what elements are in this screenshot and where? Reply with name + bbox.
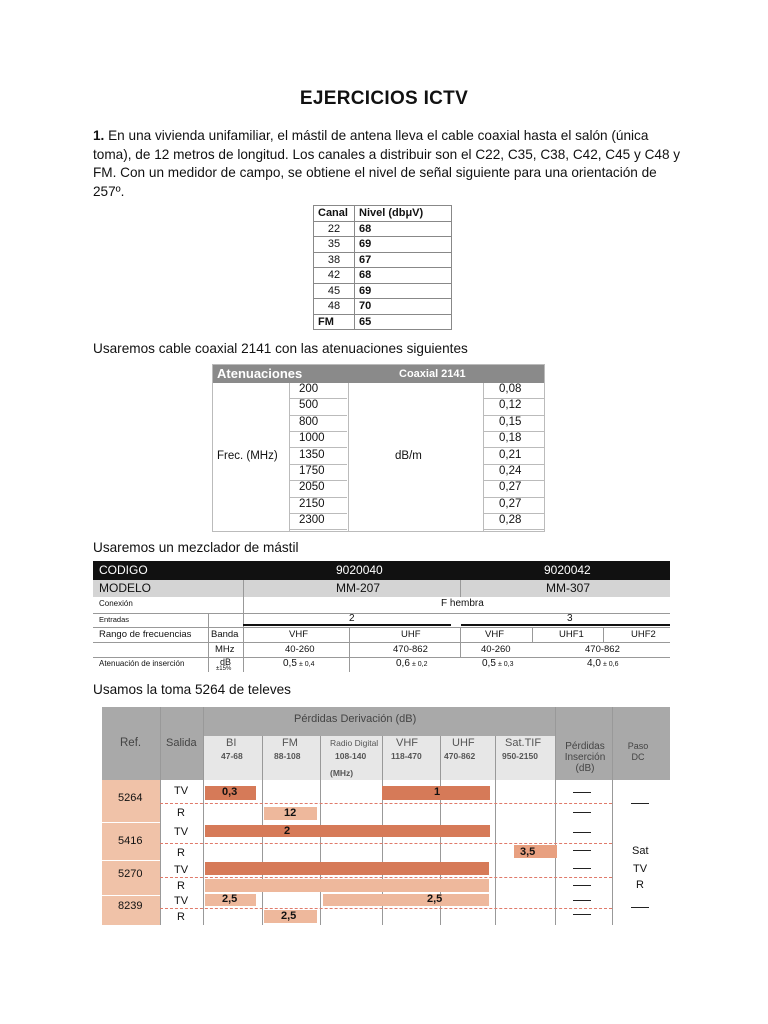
- exercise-number: 1.: [93, 128, 105, 143]
- canal-cell: 35: [314, 237, 355, 253]
- banda-label: Banda: [211, 629, 239, 640]
- divider: [203, 707, 204, 925]
- band-radio-range: 108-140: [335, 751, 367, 761]
- value-cell: 0,15: [483, 416, 545, 432]
- freq-cell: 2050: [289, 481, 347, 497]
- band-fm: FM: [282, 737, 298, 749]
- salida-r: R: [177, 880, 185, 892]
- salida-r: R: [177, 911, 185, 923]
- freq-cell: 2150: [289, 498, 347, 514]
- freq-cell: 1000: [289, 432, 347, 448]
- divider: [349, 627, 350, 672]
- ref-5264: 5264: [118, 792, 143, 804]
- loss-value: 2,5: [427, 893, 443, 905]
- table-row: [314, 221, 452, 237]
- freq-cell: 1350: [289, 449, 347, 465]
- mhz-unit: (MHz): [330, 768, 354, 778]
- band-bi: BI: [226, 737, 237, 749]
- band-bi-range: 47-68: [221, 751, 243, 761]
- modelo-row: [93, 580, 670, 597]
- mhz-3: 40-260: [481, 644, 511, 655]
- divider: [460, 627, 461, 657]
- freq-cell: 1750: [289, 465, 347, 481]
- band-sat-range: 950-2150: [502, 751, 538, 761]
- codigo-1: 9020040: [336, 563, 383, 577]
- conexion-value: F hembra: [441, 598, 484, 609]
- entradas-1: 2: [349, 613, 355, 624]
- ref-8239: 8239: [118, 900, 143, 912]
- nivel-cell: 67: [355, 252, 452, 268]
- codigo-label: CODIGO: [99, 563, 148, 577]
- salida-header: Salida: [166, 737, 197, 749]
- canal-table: [313, 205, 452, 330]
- paso-header: Paso DC: [627, 741, 649, 762]
- dash-mark: [573, 850, 591, 851]
- dash-mark: [573, 868, 591, 869]
- dash-mark: [573, 885, 591, 886]
- dash-mark: [631, 803, 649, 804]
- row-separator: [160, 803, 612, 804]
- db-sub: ±15%: [216, 666, 232, 672]
- canal-cell: 38: [314, 252, 355, 268]
- table-row: [314, 299, 452, 315]
- band-vhf: VHF: [396, 737, 418, 749]
- canal-cell: 48: [314, 299, 355, 315]
- paso-r: R: [636, 879, 644, 891]
- freq-cell: 200: [289, 383, 347, 399]
- paso-tv: TV: [633, 863, 648, 875]
- divider: [495, 736, 496, 925]
- divider: [93, 613, 670, 614]
- value-cell: 0,24: [483, 465, 545, 481]
- label-coaxial: Usaremos cable coaxial 2141 con las atenuaciones siguientes: [93, 341, 468, 356]
- freq-cell: 800: [289, 416, 347, 432]
- salida-r: R: [177, 847, 185, 859]
- salida-r: R: [177, 807, 185, 819]
- divider: [532, 627, 533, 642]
- mhz-2: 470-862: [393, 644, 428, 655]
- nivel-header: Nivel (dbμV): [355, 206, 452, 222]
- table-row: [314, 314, 452, 330]
- divider: [555, 707, 556, 925]
- divider: [93, 657, 670, 658]
- salida-tv: TV: [174, 826, 189, 838]
- atenuaciones-header: [213, 365, 544, 383]
- divider: [460, 580, 461, 597]
- canal-cell: FM: [314, 314, 355, 330]
- toma-table: [102, 707, 670, 925]
- nivel-cell: 69: [355, 283, 452, 299]
- row-separator: [160, 843, 612, 844]
- frec-label: Frec. (MHz): [217, 450, 278, 462]
- band-radio: Radio Digital: [330, 738, 379, 748]
- band-sat: Sat.TIF: [505, 737, 542, 749]
- divider: [93, 627, 670, 628]
- value-cell: 0,12: [483, 399, 545, 415]
- salida-tv: TV: [174, 785, 189, 797]
- value-cell: 0,27: [483, 481, 545, 497]
- dash-mark: [573, 900, 591, 901]
- band-uhf: UHF: [452, 737, 475, 749]
- rango-label: Rango de frecuencias: [99, 629, 192, 640]
- aten-2: 0,6: [396, 658, 410, 669]
- aten-4-tol: ± 0,6: [603, 661, 619, 668]
- aten-label: Atenuación de inserción: [99, 659, 185, 668]
- loss-bar: [323, 894, 489, 906]
- nivel-cell: 65: [355, 314, 452, 330]
- aten-3: 0,5: [482, 658, 496, 669]
- band-fm-range: 88-108: [274, 751, 301, 761]
- ref-header: Ref.: [120, 737, 142, 749]
- nivel-cell: 70: [355, 299, 452, 315]
- salida-tv: TV: [174, 895, 189, 907]
- db-label: dB: [220, 657, 232, 667]
- table-row: [314, 283, 452, 299]
- loss-bar: [205, 862, 489, 875]
- divider: [603, 627, 604, 642]
- banda-3: VHF: [485, 629, 504, 640]
- dash-mark: [631, 907, 649, 908]
- entradas-bar: [243, 624, 451, 626]
- aten-1: 0,5: [283, 658, 297, 669]
- dash-mark: [573, 914, 591, 915]
- mhz-1: 40-260: [285, 644, 315, 655]
- dash-mark: [573, 812, 591, 813]
- value-cell: 0,18: [483, 432, 545, 448]
- banda-2: UHF: [401, 629, 421, 640]
- mhz-4: 470-862: [585, 644, 620, 655]
- band-vhf-range: 118-470: [391, 751, 422, 761]
- aten-4: 4,0: [587, 658, 601, 669]
- banda-4: UHF1: [559, 629, 584, 640]
- exercise-text: En una vivienda unifamiliar, el mástil de antena lleva el cable coaxial hasta el salón (única toma), de 12 metros de longitud. Los canales a distribuir son el C22, C35, C38, C42, C45 y C48 y FM. Con un medidor de campo, se obtiene el nivel de señal siguiente para una orientación de 257º.: [93, 128, 681, 199]
- loss-bar: [205, 879, 489, 892]
- paso-sat: Sat: [632, 845, 649, 857]
- divider: [93, 642, 670, 643]
- table-row: [314, 252, 452, 268]
- loss-value: 2,5: [281, 910, 297, 922]
- table-row: [314, 268, 452, 284]
- nivel-cell: 68: [355, 221, 452, 237]
- mhz-label: MHz: [215, 644, 235, 655]
- divider: [208, 613, 209, 672]
- canal-header: Canal: [314, 206, 355, 222]
- ref-5270: 5270: [118, 868, 143, 880]
- dash-mark: [573, 832, 591, 833]
- label-mezclador: Usaremos un mezclador de mástil: [93, 540, 299, 555]
- aten-3-tol: ± 0,3: [498, 661, 514, 668]
- freq-cell: 2300: [289, 514, 347, 530]
- insercion-header: Pérdidas Inserción (dB): [564, 741, 606, 774]
- value-cell: 0,28: [483, 514, 545, 530]
- atenuaciones-title: Atenuaciones: [217, 366, 303, 381]
- exercise-paragraph: [93, 127, 683, 201]
- ref-5416: 5416: [118, 835, 143, 847]
- loss-value: 0,3: [222, 786, 238, 798]
- atenuaciones-table: [212, 364, 545, 532]
- banda-5: UHF2: [631, 629, 656, 640]
- value-cell: 0,27: [483, 498, 545, 514]
- aten-2-tol: ± 0,2: [412, 661, 428, 668]
- codigo-row: [93, 561, 670, 580]
- value-cell: 0,21: [483, 449, 545, 465]
- canal-cell: 22: [314, 221, 355, 237]
- perdidas-header: Pérdidas Derivación (dB): [294, 713, 417, 725]
- freq-cell: 500: [289, 399, 347, 415]
- divider: [243, 580, 244, 672]
- loss-value: 2,5: [222, 893, 238, 905]
- divider: [612, 707, 613, 925]
- document-title: EJERCICIOS ICTV: [299, 88, 469, 109]
- modelo-1: MM-207: [336, 581, 381, 595]
- entradas-2: 3: [567, 613, 573, 624]
- nivel-cell: 68: [355, 268, 452, 284]
- nivel-cell: 69: [355, 237, 452, 253]
- banda-1: VHF: [289, 629, 308, 640]
- label-toma: Usamos la toma 5264 de televes: [93, 682, 291, 697]
- coaxial-title: Coaxial 2141: [399, 368, 466, 380]
- row-separator: [160, 877, 612, 878]
- divider: [160, 707, 161, 925]
- canal-cell: 42: [314, 268, 355, 284]
- unit-label: dB/m: [395, 450, 422, 462]
- salida-tv: TV: [174, 864, 189, 876]
- row-separator: [160, 908, 612, 909]
- modelo-2: MM-307: [546, 581, 591, 595]
- modelo-label: MODELO: [99, 581, 152, 595]
- codigo-2: 9020042: [544, 563, 591, 577]
- loss-value: 1: [434, 786, 441, 798]
- band-uhf-range: 470-862: [444, 751, 476, 761]
- value-cell: 0,08: [483, 383, 545, 399]
- loss-value: 12: [284, 807, 297, 819]
- entradas-label: Entradas: [99, 615, 130, 624]
- table-row: [314, 237, 452, 253]
- entradas-bar: [461, 624, 670, 626]
- loss-value: 2: [284, 825, 291, 837]
- loss-value: 3,5: [520, 846, 536, 858]
- dash-mark: [573, 792, 591, 793]
- mhz-subheader: [203, 768, 555, 780]
- aten-1-tol: ± 0,4: [299, 661, 315, 668]
- loss-bar: [205, 825, 490, 837]
- canal-cell: 45: [314, 283, 355, 299]
- conexion-label: Conexión: [99, 599, 133, 608]
